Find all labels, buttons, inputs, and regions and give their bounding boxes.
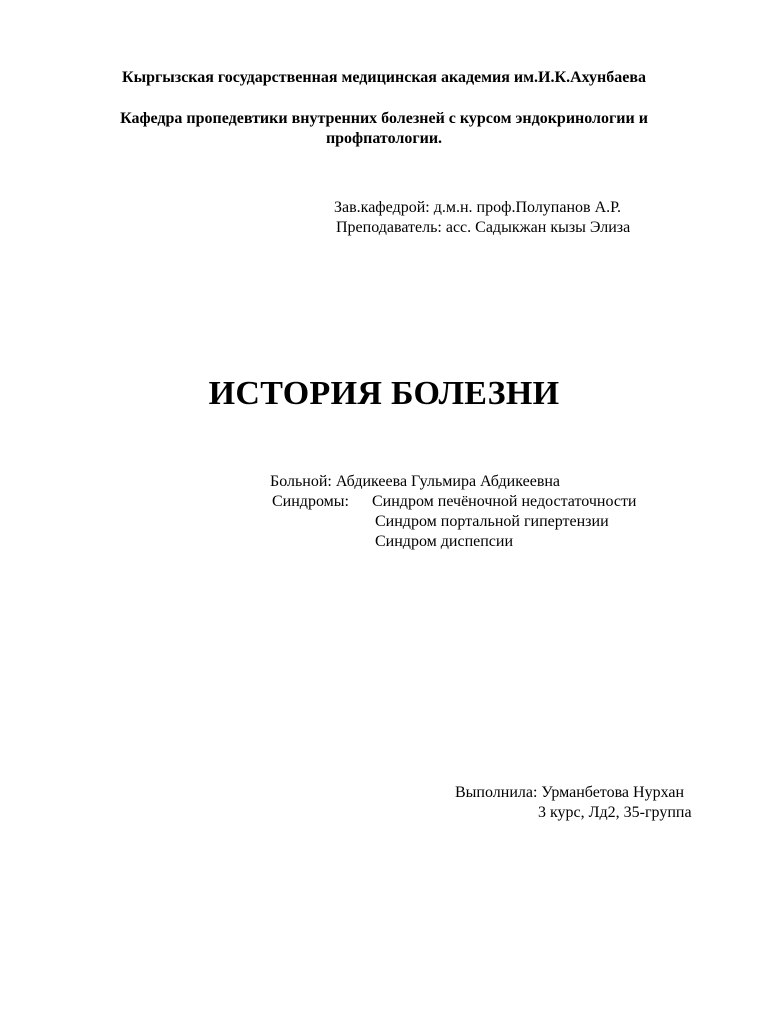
department-name-line2: профпатологии. [325, 130, 443, 147]
patient-name: Больной: Абдикеева Гульмира Абдикеевна [270, 473, 561, 490]
head-of-department: Зав.кафедрой: д.м.н. проф.Полупанов А.Р. [334, 199, 622, 216]
syndrome-item: Синдром печёночной недостаточности [372, 493, 637, 510]
syndrome-item: Синдром портальной гипертензии [375, 513, 609, 530]
performed-by: Выполнила: Урманбетова Нурхан [455, 784, 685, 801]
course-group: 3 курс, Лд2, 35-группа [538, 804, 692, 821]
department-name-line1: Кафедра пропедевтики внутренних болезней с курсом эндокринологии и [120, 110, 648, 127]
document-title: ИСТОРИЯ БОЛЕЗНИ [208, 375, 560, 412]
syndrome-item: Синдром диспепсии [375, 533, 514, 550]
academy-name: Кыргызская государственная медицинская академия им.И.К.Ахунбаева [122, 69, 646, 86]
teacher: Преподаватель: асс. Садыкжан кызы Элиза [336, 219, 631, 236]
syndromes-label: Синдромы: [272, 493, 349, 510]
